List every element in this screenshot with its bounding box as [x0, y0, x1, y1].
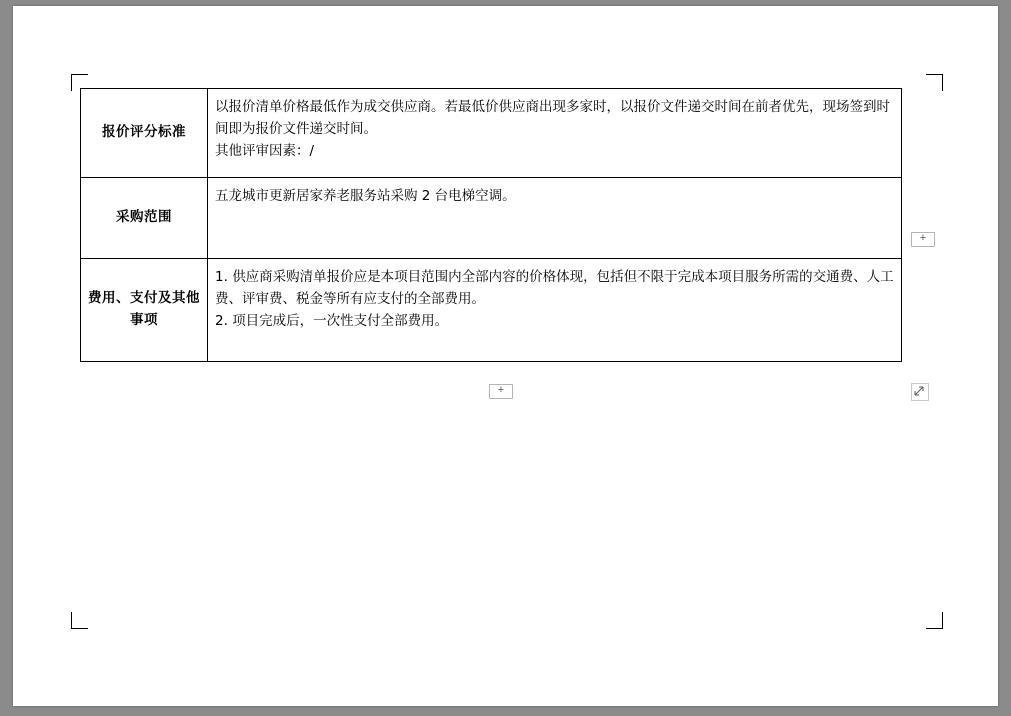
row-content-fees-payment: [208, 259, 902, 362]
procurement-scope-line-1: 五龙城市更新居家养老服务站采购 2 台电梯空调。: [215, 188, 516, 204]
crop-mark-top-right: [926, 74, 943, 91]
insert-row-button[interactable]: +: [489, 384, 513, 399]
row-content-scoring-criteria: [208, 89, 902, 178]
fees-payment-list: [215, 267, 894, 333]
row-label-fees-payment: 费用、支付及其他事项: [81, 259, 208, 362]
bid-terms-table: [80, 88, 902, 362]
list-item: [215, 311, 894, 333]
insert-column-button[interactable]: +: [911, 232, 935, 247]
crop-mark-bottom-left: [71, 612, 88, 629]
crop-mark-bottom-right: [926, 612, 943, 629]
table-row: [81, 259, 902, 362]
table-row: [81, 178, 902, 259]
scoring-criteria-line-1: 以报价清单价格最低作为成交供应商。若最低价供应商出现多家时，以报价文件递交时间在前者优先，现场签到时间即为报价文件递交时间。: [215, 99, 890, 137]
table-row: [81, 89, 902, 178]
list-item-number-2: 2.: [215, 312, 228, 329]
list-item-number-1: 1.: [215, 269, 228, 285]
row-content-procurement-scope: [208, 178, 902, 259]
list-item-text-2: 项目完成后，一次性支付全部费用。: [232, 312, 449, 329]
row-label-scoring-criteria: 报价评分标准: [81, 89, 208, 178]
list-item-text-1: 供应商采购清单报价应是本项目范围内全部内容的价格体现，包括但不限于完成本项目服务所需的交通费、人工费、评审费、税金等所有应支付的全部费用。: [215, 269, 894, 307]
document-page: [13, 6, 998, 706]
scoring-criteria-line-2: 其他评审因素：/: [215, 142, 315, 159]
row-label-procurement-scope: 采购范围: [81, 178, 208, 259]
list-item: [215, 267, 894, 311]
table-resize-handle[interactable]: [911, 383, 929, 401]
